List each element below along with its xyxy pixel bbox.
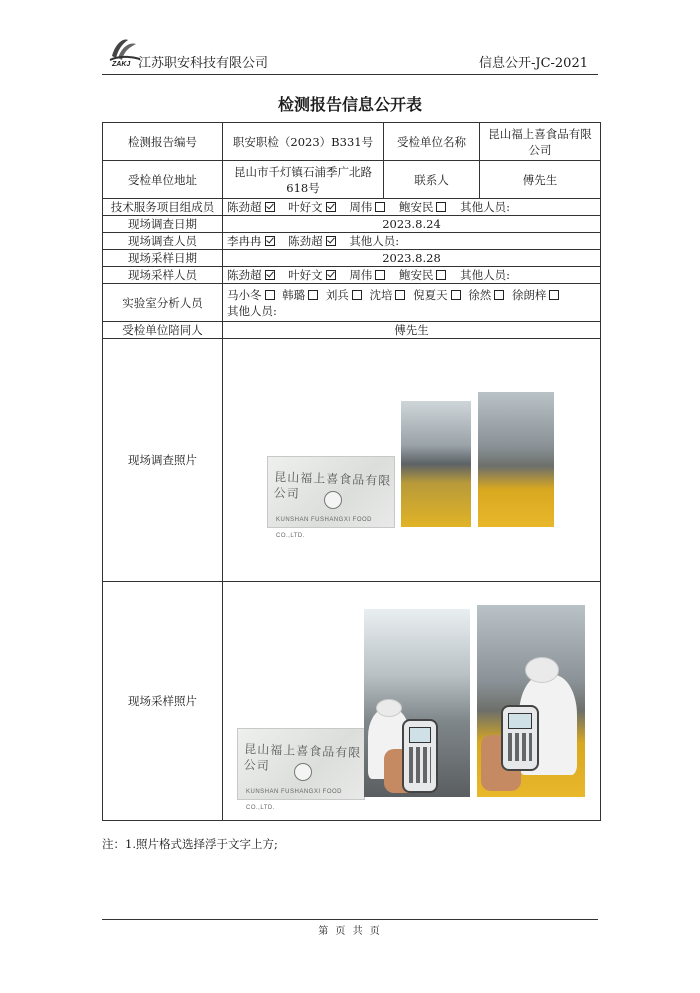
checkbox-empty-icon: [352, 290, 362, 300]
unit-name-label: 受检单位名称: [384, 123, 480, 161]
page-title: 检测报告信息公开表: [277, 95, 422, 114]
team-member: 周伟: [349, 200, 389, 214]
checkbox-empty-icon: [265, 290, 275, 300]
checkbox-empty-icon: [375, 270, 385, 280]
page-header: [102, 30, 598, 75]
survey-staff-member: 李冉冉: [227, 234, 279, 248]
survey-staff-member: 陈劲超: [288, 234, 340, 248]
sampling-staff-member: 鲍安民: [399, 268, 451, 282]
lab-staff-member: 韩璐: [282, 288, 322, 302]
lab-other: 其他人员:: [227, 303, 277, 318]
team-list: [223, 199, 601, 216]
lab-staff-member: 刘兵: [326, 288, 366, 302]
report-no-label: 检测报告编号: [103, 123, 223, 161]
escort-label: 受检单位陪同人: [103, 322, 223, 339]
lab-staff-member: 沈培: [369, 288, 409, 302]
checkbox-checked-icon: [326, 236, 336, 246]
sampling-photo-area: [223, 582, 601, 821]
document-number: 信息公开-JC-2021: [478, 56, 588, 71]
footer-divider: [102, 919, 598, 920]
checkbox-empty-icon: [494, 290, 504, 300]
sampling-staff-member: 陈劲超: [227, 268, 279, 282]
factory-photo-2: [478, 392, 554, 527]
sign-text-en: KUNSHAN FUSHANGXI FOOD CO.,LTD.: [276, 517, 373, 539]
factory-photo-1: [401, 401, 471, 527]
survey-photo-area: [223, 339, 601, 582]
company-sign-photo: [267, 456, 395, 539]
sampling-staff-member: 叶好文: [288, 268, 340, 282]
contact-label: 联系人: [384, 161, 480, 199]
footnote: 注：1.照片格式选择浮于文字上方;: [102, 837, 278, 851]
checkbox-empty-icon: [308, 290, 318, 300]
checkbox-empty-icon: [395, 290, 405, 300]
lab-staff-member: 徐朗梓: [512, 288, 564, 302]
survey-staff-list: [223, 233, 601, 250]
sampling-photo-steam: [364, 609, 470, 797]
sampling-photo-line: [477, 605, 585, 797]
sampling-staff-list: [223, 267, 601, 284]
mascot-icon: [324, 491, 342, 509]
checkbox-checked-icon: [265, 236, 275, 246]
survey-staff-label: 现场调查人员: [103, 233, 223, 250]
checkbox-checked-icon: [265, 270, 275, 280]
survey-date-value: 2023.8.24: [223, 216, 601, 233]
sound-meter-icon: [402, 719, 438, 793]
logo-text: ZAKJ: [112, 61, 131, 68]
team-member: 叶好文: [288, 200, 340, 214]
sign-text-en: KUNSHAN FUSHANGXI FOOD CO.,LTD.: [246, 789, 343, 811]
sampling-staff-other: 其他人员:: [460, 268, 510, 282]
page-footer: 第 页 共 页: [318, 926, 382, 937]
survey-staff-other: 其他人员:: [349, 234, 400, 248]
lab-staff-member: 徐然: [468, 288, 508, 302]
contact-value: 傅先生: [480, 161, 601, 199]
escort-value: 傅先生: [223, 322, 601, 339]
sampling-staff-member: 周伟: [349, 268, 389, 282]
checkbox-checked-icon: [326, 202, 336, 212]
sign-text-cn: 昆山福上喜食品有限公司: [243, 741, 362, 773]
mascot-icon: [294, 763, 312, 781]
lab-staff-member: 倪夏天: [413, 288, 465, 302]
checkbox-empty-icon: [375, 202, 385, 212]
report-no-value: 职安职检（2023）B331号: [223, 123, 384, 161]
team-member: 陈劲超: [227, 200, 279, 214]
survey-date-label: 现场调查日期: [103, 216, 223, 233]
survey-photo-label: 现场调查照片: [103, 339, 223, 582]
sampling-staff-label: 现场采样人员: [103, 267, 223, 284]
worker-cap: [525, 657, 559, 683]
team-label: 技术服务项目组成员: [103, 199, 223, 216]
checkbox-empty-icon: [436, 202, 446, 212]
sampling-date-label: 现场采样日期: [103, 250, 223, 267]
address-value: 昆山市千灯镇石浦季广北路618号: [223, 161, 384, 199]
team-other: 其他人员:: [460, 200, 510, 214]
checkbox-empty-icon: [451, 290, 461, 300]
lab-staff-list: [223, 284, 601, 322]
sign-text-cn: 昆山福上喜食品有限公司: [273, 469, 392, 501]
lab-label: 实验室分析人员: [103, 284, 223, 322]
sampling-photo-label: 现场采样照片: [103, 582, 223, 821]
worker-cap: [376, 699, 402, 717]
info-table: [102, 122, 601, 821]
unit-name-value: 昆山福上喜食品有限公司: [480, 123, 601, 161]
checkbox-empty-icon: [549, 290, 559, 300]
address-label: 受检单位地址: [103, 161, 223, 199]
checkbox-empty-icon: [436, 270, 446, 280]
checkbox-checked-icon: [326, 270, 336, 280]
checkbox-checked-icon: [265, 202, 275, 212]
company-name: 江苏职安科技有限公司: [138, 56, 269, 71]
lab-staff-member: 马小冬: [227, 288, 279, 302]
sound-meter-icon: [501, 705, 539, 771]
team-member: 鲍安民: [399, 200, 451, 214]
company-sign-photo: [237, 728, 365, 811]
sampling-date-value: 2023.8.28: [223, 250, 601, 267]
